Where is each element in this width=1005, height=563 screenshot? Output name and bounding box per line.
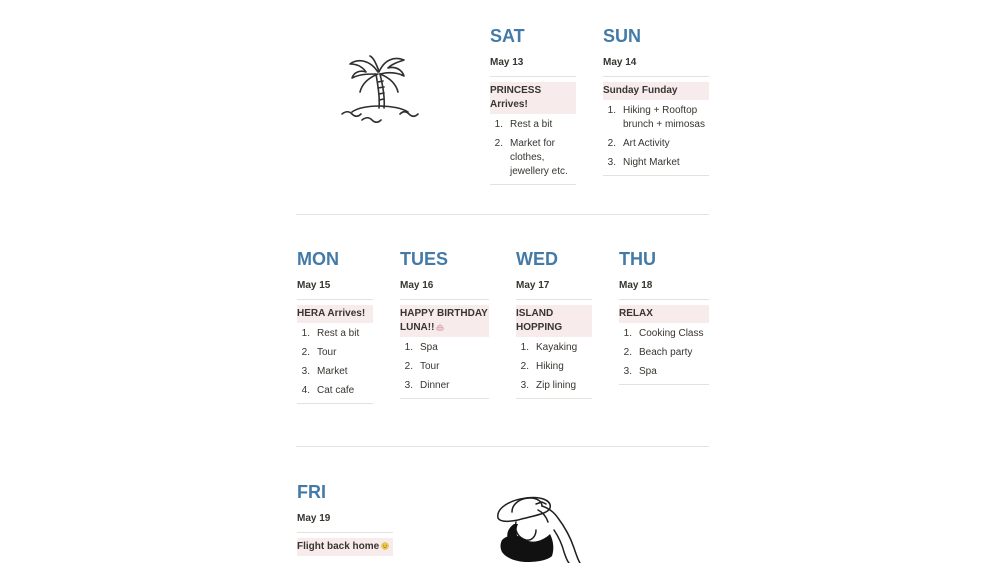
divider [297,299,373,300]
list-item: 1. Kayaking [520,342,578,353]
divider [603,76,709,77]
day-date: May 17 [516,280,550,291]
activity-list [516,339,592,396]
day-card-sun [603,25,709,176]
day-heading: SAT [490,26,525,46]
list-item: 2. Beach party [623,347,693,358]
list-item: 3. Zip lining [520,380,577,391]
day-date: May 19 [297,513,331,524]
day-heading: THU [619,249,656,269]
divider [619,384,709,385]
divider [516,299,592,300]
palm-tree-island-icon [338,50,420,130]
activity-list [603,102,709,173]
day-card-mon [297,248,373,404]
day-date: May 15 [297,280,331,291]
smiling-face-icon [381,542,389,550]
day-highlight-title: Sunday Funday [603,82,709,100]
activity-list [490,116,576,182]
day-date: May 16 [400,280,434,291]
day-highlight-title [297,538,393,556]
palm-tree-island-illustration [338,50,420,130]
list-item: 1. Cooking Class [623,328,704,339]
day-heading: SUN [603,26,642,46]
day-card-tues [400,248,489,399]
section-divider [296,214,709,215]
divider [297,532,393,533]
list-item: 2. Art Activity [607,138,670,149]
list-item: 3. Night Market [607,157,680,168]
activity-list [619,325,709,382]
day-highlight-title-text: Flight back home [297,541,380,552]
list-item: 1. Spa [404,342,438,353]
day-highlight-title [400,305,489,337]
woman-with-sunhat-illustration [492,494,587,563]
day-highlight-title: PRINCESS Arrives! [490,82,576,114]
list-item: 4. Cat cafe [301,385,355,396]
activity-list [297,325,373,401]
divider [297,403,373,404]
list-item: 1. Rest a bit [301,328,360,339]
divider [619,299,709,300]
day-card-wed [516,248,592,399]
divider [490,76,576,77]
list-item: 3. Market [301,366,348,377]
day-heading: FRI [297,482,326,502]
day-card-thu [619,248,709,385]
divider [400,398,489,399]
day-date: May 14 [603,57,637,68]
section-divider [296,446,709,447]
birthday-cake-icon [436,323,444,331]
day-date: May 13 [490,57,524,68]
day-highlight-title-text: HAPPY BIRTHDAY LUNA!! [400,308,488,333]
divider [603,175,709,176]
day-date: May 18 [619,280,653,291]
day-heading: WED [516,249,558,269]
activity-list [400,339,489,396]
day-highlight-title: RELAX [619,305,709,323]
list-item: 2. Hiking [520,361,564,372]
divider [400,299,489,300]
woman-with-sunhat-icon [492,494,587,563]
list-item: 3. Spa [623,366,657,377]
list-item: 2. Tour [301,347,337,358]
list-item: 1. Rest a bit [494,119,553,130]
list-item: 2. Tour [404,361,440,372]
divider [490,184,576,185]
day-card-sat [490,25,576,185]
day-highlight-title: HERA Arrives! [297,305,373,323]
list-item: 1. Hiking + Rooftop brunch + mimosas [607,105,705,130]
list-item: 2. Market for clothes, jewellery etc. [494,138,568,177]
divider [516,398,592,399]
day-highlight-title: ISLAND HOPPING [516,305,592,337]
day-heading: MON [297,249,339,269]
day-card-fri [297,481,393,556]
list-item: 3. Dinner [404,380,450,391]
day-heading: TUES [400,249,449,269]
